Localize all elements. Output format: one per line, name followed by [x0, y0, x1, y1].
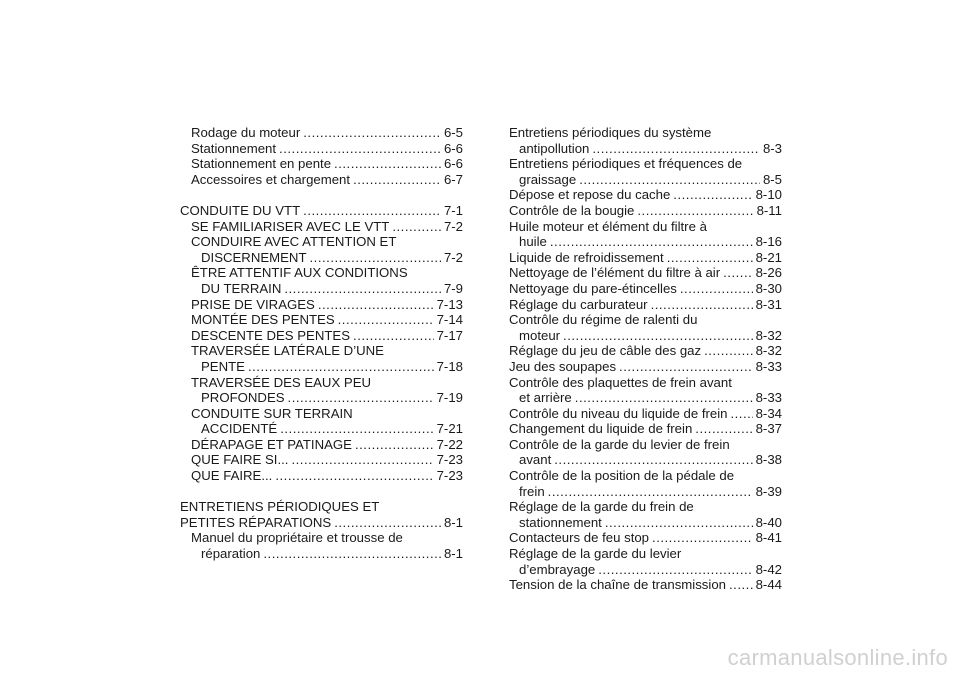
toc-entry-title: TRAVERSÉE DES EAUX PEU	[191, 374, 372, 390]
toc-entry-title: Huile moteur et élément du filtre à	[509, 218, 707, 234]
toc-entry-title: Réglage de la garde du frein de	[509, 499, 694, 515]
toc-entry[interactable]	[509, 375, 782, 406]
dot-leader	[248, 359, 434, 375]
toc-entry[interactable]	[180, 219, 463, 235]
toc-entry-title: CONDUITE DU VTT	[180, 202, 301, 218]
section-gap	[180, 484, 463, 500]
toc-entry-title: QUE FAIRE SI...	[191, 452, 289, 468]
toc-page-number: 8-33	[755, 390, 782, 406]
toc-page-number: 8-3	[762, 140, 782, 156]
toc-entry-title: Entretiens périodiques et fréquences de	[509, 156, 743, 172]
dot-leader	[729, 577, 753, 593]
toc-page-number: 8-21	[755, 249, 782, 265]
toc-page-number: 7-21	[436, 421, 463, 437]
toc-page-number: 6-7	[443, 171, 463, 187]
toc-page-number: 8-39	[755, 483, 782, 499]
toc-entry-title: Manuel du propriétaire et trousse de	[191, 530, 403, 546]
toc-entry-title: Jeu des soupapes	[509, 358, 617, 374]
toc-entry-title: d’embrayage	[519, 561, 596, 577]
toc-page-number: 8-41	[755, 530, 782, 546]
toc-page-number: 8-10	[755, 187, 782, 203]
toc-entry-title: stationnement	[519, 514, 602, 530]
dot-leader	[338, 312, 434, 328]
dot-leader	[695, 421, 752, 437]
toc-entry-title: PRISE DE VIRAGES	[191, 296, 315, 312]
toc-entry-title: DISCERNEMENT	[201, 249, 307, 265]
toc-page-number: 8-1	[443, 514, 463, 530]
dot-leader	[550, 234, 753, 250]
toc-entry[interactable]	[509, 125, 782, 156]
toc-page-number: 7-23	[436, 452, 463, 468]
toc-entry[interactable]	[180, 468, 463, 484]
toc-entry-title: ÊTRE ATTENTIF AUX CONDITIONS	[191, 265, 408, 281]
toc-entry-title: avant	[519, 452, 552, 468]
toc-entry-title: Dépose et repose du cache	[509, 187, 671, 203]
toc-entry[interactable]	[509, 219, 782, 250]
toc-entry[interactable]	[180, 297, 463, 313]
toc-page-number: 6-6	[443, 156, 463, 172]
dot-leader	[730, 406, 752, 422]
dot-leader	[318, 297, 434, 313]
toc-entry-title: QUE FAIRE...	[191, 468, 273, 484]
toc-entry-title: ENTRETIENS PÉRIODIQUES ET	[180, 499, 380, 515]
toc-entry-title: Entretiens périodiques du système	[509, 125, 712, 140]
toc-right-column	[509, 125, 782, 593]
dot-leader	[288, 390, 434, 406]
dot-leader	[334, 515, 441, 531]
toc-entry[interactable]	[509, 546, 782, 577]
toc-entry-title: frein	[519, 483, 545, 499]
dot-leader	[284, 281, 441, 297]
toc-entry[interactable]	[180, 515, 463, 531]
dot-leader	[280, 421, 433, 437]
toc-entry-title: réparation	[201, 546, 261, 562]
toc-page-number: 7-22	[436, 436, 463, 452]
toc-entry[interactable]	[180, 530, 463, 561]
dot-leader	[667, 250, 753, 266]
dot-leader	[592, 141, 760, 157]
toc-page-number: 8-30	[755, 280, 782, 296]
toc-entry-title: Accessoires et chargement	[191, 171, 351, 187]
toc-left-column	[180, 125, 463, 562]
toc-entry[interactable]	[509, 156, 782, 187]
toc-entry-title: PENTE	[201, 358, 245, 374]
toc-entry-title: SE FAMILIARISER AVEC LE VTT	[191, 218, 390, 234]
toc-entry[interactable]	[180, 437, 463, 453]
toc-page-number: 7-18	[436, 358, 463, 374]
toc-entry-title: Nettoyage du pare-étincelles	[509, 280, 677, 296]
toc-entry[interactable]	[509, 577, 782, 593]
dot-leader	[303, 203, 441, 219]
watermark: carmanualsonline.info	[727, 645, 948, 670]
dot-leader	[680, 281, 753, 297]
toc-page-number: 8-32	[755, 327, 782, 343]
toc-entry[interactable]	[509, 343, 782, 359]
toc-page-number: 8-31	[755, 296, 782, 312]
toc-page-number: 8-1	[443, 546, 463, 562]
toc-page-number: 8-11	[756, 202, 782, 218]
toc-entry[interactable]	[509, 359, 782, 375]
dot-leader	[619, 359, 753, 375]
toc-entry-title: Contrôle de la bougie	[509, 202, 635, 218]
toc-entry-title: CONDUITE SUR TERRAIN	[191, 405, 353, 421]
toc-entry[interactable]	[180, 452, 463, 468]
toc-entry-title: CONDUIRE AVEC ATTENTION ET	[191, 234, 397, 250]
dot-leader	[598, 562, 752, 578]
dot-leader	[392, 219, 441, 235]
toc-entry[interactable]	[509, 406, 782, 422]
toc-entry-title: moteur	[519, 327, 561, 343]
dot-leader	[263, 546, 441, 562]
toc-entry-title: graissage	[519, 171, 577, 187]
toc-page-number: 7-9	[443, 280, 463, 296]
toc-entry[interactable]	[509, 499, 782, 530]
toc-entry[interactable]	[180, 375, 463, 406]
toc-entry-title: Tension de la chaîne de transmission	[509, 577, 726, 593]
toc-entry-title: Contrôle du régime de ralenti du	[509, 312, 698, 328]
toc-page-number: 8-16	[755, 234, 782, 250]
toc-entry[interactable]	[180, 156, 463, 172]
dot-leader	[310, 250, 441, 266]
toc-entry[interactable]	[509, 281, 782, 297]
toc-page-number: 8-34	[755, 405, 782, 421]
dot-leader	[563, 328, 753, 344]
toc-entry-title: TRAVERSÉE LATÉRALE D’UNE	[191, 343, 384, 359]
toc-entry-title: Réglage du carburateur	[509, 296, 648, 312]
toc-entry[interactable]	[509, 187, 782, 203]
toc-page-number: 8-40	[755, 514, 782, 530]
toc-entry[interactable]	[509, 468, 782, 499]
toc-entry-title: Contrôle du niveau du liquide de frein	[509, 405, 728, 421]
toc-page-number: 8-33	[755, 358, 782, 374]
toc-entry-title: Liquide de refroidissement	[509, 249, 664, 265]
toc-entry[interactable]	[180, 499, 463, 515]
dot-leader	[652, 530, 753, 546]
toc-entry-title: Changement du liquide de frein	[509, 421, 693, 437]
dot-leader	[355, 437, 434, 453]
dot-leader	[579, 172, 760, 188]
dot-leader	[303, 125, 441, 141]
toc-page-number: 6-5	[443, 125, 463, 140]
toc-entry[interactable]	[509, 312, 782, 343]
dot-leader	[353, 328, 434, 344]
toc-entry[interactable]	[180, 312, 463, 328]
toc-entry-title: Stationnement	[191, 140, 277, 156]
toc-entry-title: Contacteurs de feu stop	[509, 530, 650, 546]
toc-entry-title: Contrôle de la garde du levier de frein	[509, 436, 730, 452]
toc-entry[interactable]	[180, 343, 463, 374]
toc-entry[interactable]	[180, 406, 463, 437]
dot-leader	[637, 203, 753, 219]
dot-leader	[279, 141, 441, 157]
dot-leader	[275, 468, 433, 484]
dot-leader	[605, 515, 753, 531]
toc-page-number: 8-44	[755, 577, 782, 593]
toc-page-number: 8-32	[755, 343, 782, 359]
dot-leader	[334, 156, 441, 172]
dot-leader	[353, 172, 441, 188]
toc-entry-title: Rodage du moteur	[191, 125, 301, 140]
toc-page-number: 7-23	[436, 468, 463, 484]
dot-leader	[704, 343, 752, 359]
dot-leader	[554, 452, 752, 468]
toc-entry[interactable]	[180, 234, 463, 265]
toc-entry[interactable]	[180, 172, 463, 188]
toc-entry[interactable]	[180, 203, 463, 219]
dot-leader	[291, 452, 433, 468]
toc-entry[interactable]	[180, 141, 463, 157]
toc-page-number: 7-13	[436, 296, 463, 312]
toc-entry-title: DU TERRAIN	[201, 280, 282, 296]
toc-entry-title: huile	[519, 234, 547, 250]
toc-entry[interactable]	[509, 297, 782, 313]
toc-entry-title: Contrôle des plaquettes de frein avant	[509, 374, 732, 390]
toc-entry-title: Contrôle de la position de la pédale de	[509, 468, 735, 484]
toc-entry[interactable]	[180, 265, 463, 296]
toc-page-number: 7-2	[443, 218, 463, 234]
toc-entry-title: Réglage de la garde du levier	[509, 546, 682, 562]
toc-entry[interactable]	[509, 250, 782, 266]
toc-entry[interactable]	[180, 125, 463, 141]
toc-entry[interactable]	[509, 437, 782, 468]
toc-entry-title: PROFONDES	[201, 390, 285, 406]
toc-page-number: 8-42	[755, 561, 782, 577]
toc-page-number: 7-19	[436, 390, 463, 406]
toc-page-number: 7-14	[436, 312, 463, 328]
dot-leader	[651, 297, 753, 313]
dot-leader	[548, 484, 753, 500]
toc-entry-title: Réglage du jeu de câble des gaz	[509, 343, 702, 359]
toc-entry[interactable]	[509, 530, 782, 546]
dot-leader	[673, 187, 752, 203]
toc-page-number: 7-2	[443, 249, 463, 265]
toc-entry[interactable]	[509, 421, 782, 437]
toc-entry-title: ACCIDENTÉ	[201, 421, 278, 437]
toc-page-number: 8-5	[762, 171, 782, 187]
toc-page-number: 8-38	[755, 452, 782, 468]
toc-entry-title: et arrière	[519, 390, 572, 406]
dot-leader	[723, 265, 752, 281]
toc-entry-title: Nettoyage de l’élément du filtre à air	[509, 265, 721, 281]
toc-entry-title: MONTÉE DES PENTES	[191, 312, 335, 328]
toc-page-number: 6-6	[443, 140, 463, 156]
section-gap	[180, 187, 463, 203]
toc-entry-title: DESCENTE DES PENTES	[191, 327, 351, 343]
dot-leader	[575, 390, 753, 406]
toc-entry-title: DÉRAPAGE ET PATINAGE	[191, 436, 352, 452]
toc-entry[interactable]	[180, 328, 463, 344]
toc-entry-title: Stationnement en pente	[191, 156, 332, 172]
toc-entry[interactable]	[509, 203, 782, 219]
toc-page-number: 7-17	[436, 327, 463, 343]
toc-page-number: 8-26	[755, 265, 782, 281]
toc-page-number: 8-37	[755, 421, 782, 437]
toc-entry-title: PETITES RÉPARATIONS	[180, 514, 332, 530]
toc-entry[interactable]	[509, 265, 782, 281]
toc-page-number: 7-1	[443, 202, 463, 218]
toc-entry-title: antipollution	[519, 140, 590, 156]
